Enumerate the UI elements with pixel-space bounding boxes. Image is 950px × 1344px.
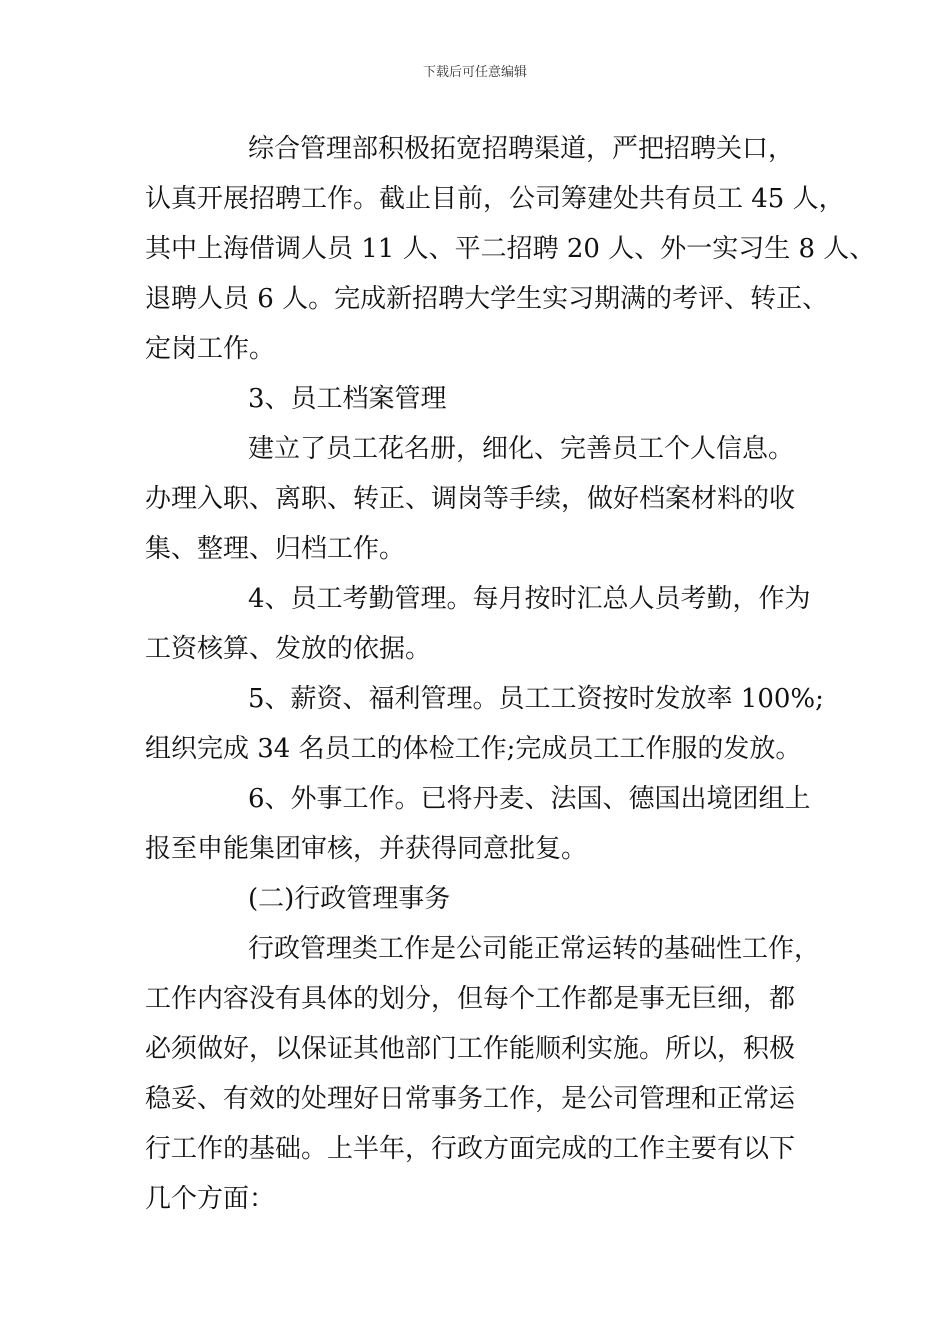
text-line: 建立了员工花名册，细化、完善员工个人信息。 <box>248 434 795 464</box>
page-header-note: 下载后可任意编辑 <box>422 65 527 80</box>
text-line: 工作内容没有具体的划分，但每个工作都是事无巨细，都 <box>145 984 796 1014</box>
text-line: 综合管理部积极拓宽招聘渠道，严把招聘关口， <box>248 134 795 164</box>
text-line: 组织完成 34 名员工的体检工作;完成员工工作服的发放。 <box>145 734 802 764</box>
text-line: 定岗工作。 <box>145 334 276 364</box>
text-line: 稳妥、有效的处理好日常事务工作，是公司管理和正常运 <box>145 1084 796 1114</box>
text-line: 5、薪资、福利管理。员工工资按时发放率 100%; <box>248 684 824 714</box>
section-heading: (二)行政管理事务 <box>248 884 451 914</box>
text-line: 报至申能集团审核，并获得同意批复。 <box>145 834 588 864</box>
text-line: 工资核算、发放的依据。 <box>145 634 432 664</box>
text-line: 几个方面： <box>145 1184 276 1214</box>
text-line: 行工作的基础。上半年，行政方面完成的工作主要有以下 <box>145 1134 796 1164</box>
section-heading: 3、员工档案管理 <box>248 384 447 414</box>
text-line: 办理入职、离职、转正、调岗等手续，做好档案材料的收 <box>145 484 796 514</box>
text-line: 集、整理、归档工作。 <box>145 534 406 564</box>
text-line: 4、员工考勤管理。每月按时汇总人员考勤，作为 <box>248 584 811 614</box>
text-line: 其中上海借调人员 11 人、平二招聘 20 人、外一实习生 8 人、 <box>145 234 876 264</box>
document-body <box>145 124 876 1224</box>
text-line: 行政管理类工作是公司能正常运转的基础性工作， <box>248 934 821 964</box>
text-line: 认真开展招聘工作。截止目前，公司筹建处共有员工 45 人， <box>145 184 845 214</box>
text-line: 退聘人员 6 人。完成新招聘大学生实习期满的考评、转正、 <box>145 284 829 314</box>
text-line: 必须做好，以保证其他部门工作能顺利实施。所以，积极 <box>145 1034 796 1064</box>
text-line: 6、外事工作。已将丹麦、法国、德国出境团组上 <box>248 784 811 814</box>
